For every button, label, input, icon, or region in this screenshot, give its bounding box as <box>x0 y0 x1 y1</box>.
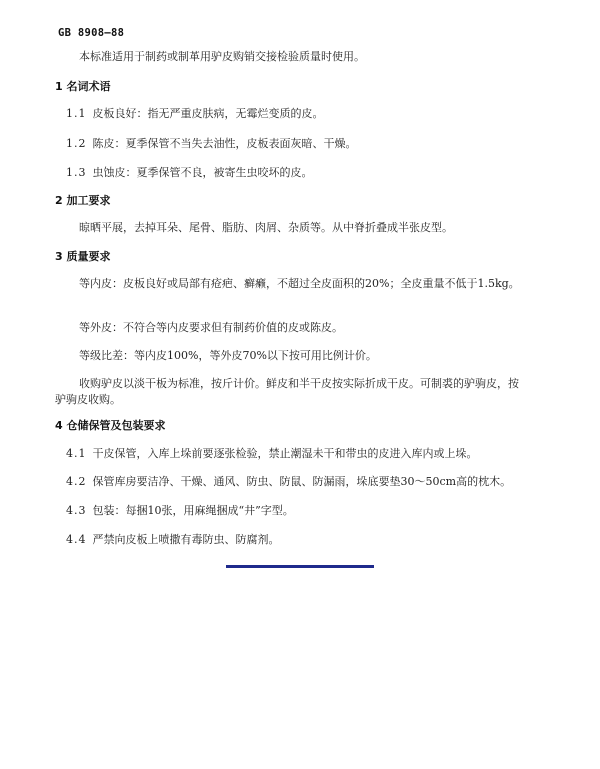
section-1-heading: 1 名词术语 <box>55 80 111 93</box>
quality-paragraph-4: 收购驴皮以淡干板为标准，按斤计价。鲜皮和半干皮按实际折成干皮。可制裘的驴驹皮，按驴驹皮收购。 <box>55 377 519 406</box>
item-number: 4.2 <box>66 475 87 488</box>
quality-paragraph-2: 等外皮：不符合等内皮要求但有制药价值的皮或陈皮。 <box>79 321 343 334</box>
item-number: 4.4 <box>66 533 87 546</box>
processing-paragraph: 晾晒平展，去掉耳朵、尾骨、脂肪、肉屑、杂质等。从中脊折叠成半张皮型。 <box>79 221 453 234</box>
list-item <box>66 136 546 152</box>
list-item <box>66 532 546 548</box>
item-number: 1.1 <box>66 107 87 120</box>
quality-paragraph-1: 等内皮：皮板良好或局部有疮疤、癣癞，不超过全皮面积的20%；全皮重量不低于1.5kg。 <box>79 277 520 290</box>
list-item <box>66 503 546 519</box>
list-item <box>66 446 546 462</box>
item-text: 虫蚀皮：夏季保管不良，被寄生虫咬坏的皮。 <box>92 166 313 179</box>
standard-code: GB 8908—88 <box>58 27 125 39</box>
intro-paragraph: 本标准适用于制药或制革用驴皮购销交接检验质量时使用。 <box>79 50 365 63</box>
item-number: 4.3 <box>66 504 87 517</box>
section-3-heading: 3 质量要求 <box>55 250 111 263</box>
item-text: 包装：每捆10张，用麻绳捆成“井”字型。 <box>92 504 294 517</box>
item-text: 皮板良好：指无严重皮肤病，无霉烂变质的皮。 <box>92 107 324 120</box>
list-item <box>66 474 546 490</box>
list-item <box>66 106 546 122</box>
item-number: 4.1 <box>66 447 87 460</box>
quality-paragraph-3: 等级比差：等内皮100%，等外皮70%以下按可用比例计价。 <box>79 349 377 362</box>
section-4-heading: 4 仓储保管及包装要求 <box>55 419 166 432</box>
item-text: 干皮保管，入库上垛前要逐张检验，禁止潮湿未干和带虫的皮进入库内或上垛。 <box>92 447 478 460</box>
item-number: 1.2 <box>66 137 87 150</box>
item-text: 陈皮：夏季保管不当失去油性，皮板表面灰暗、干燥。 <box>92 137 357 150</box>
item-text: 严禁向皮板上喷撒有毒防虫、防腐剂。 <box>92 533 280 546</box>
item-text: 保管库房要洁净、干燥、通风、防虫、防鼠、防漏雨，垛底要垫30～50cm高的枕木。 <box>92 475 512 488</box>
list-item <box>66 165 546 181</box>
end-rule-divider <box>226 565 374 568</box>
section-2-heading: 2 加工要求 <box>55 194 111 207</box>
item-number: 1.3 <box>66 166 87 179</box>
